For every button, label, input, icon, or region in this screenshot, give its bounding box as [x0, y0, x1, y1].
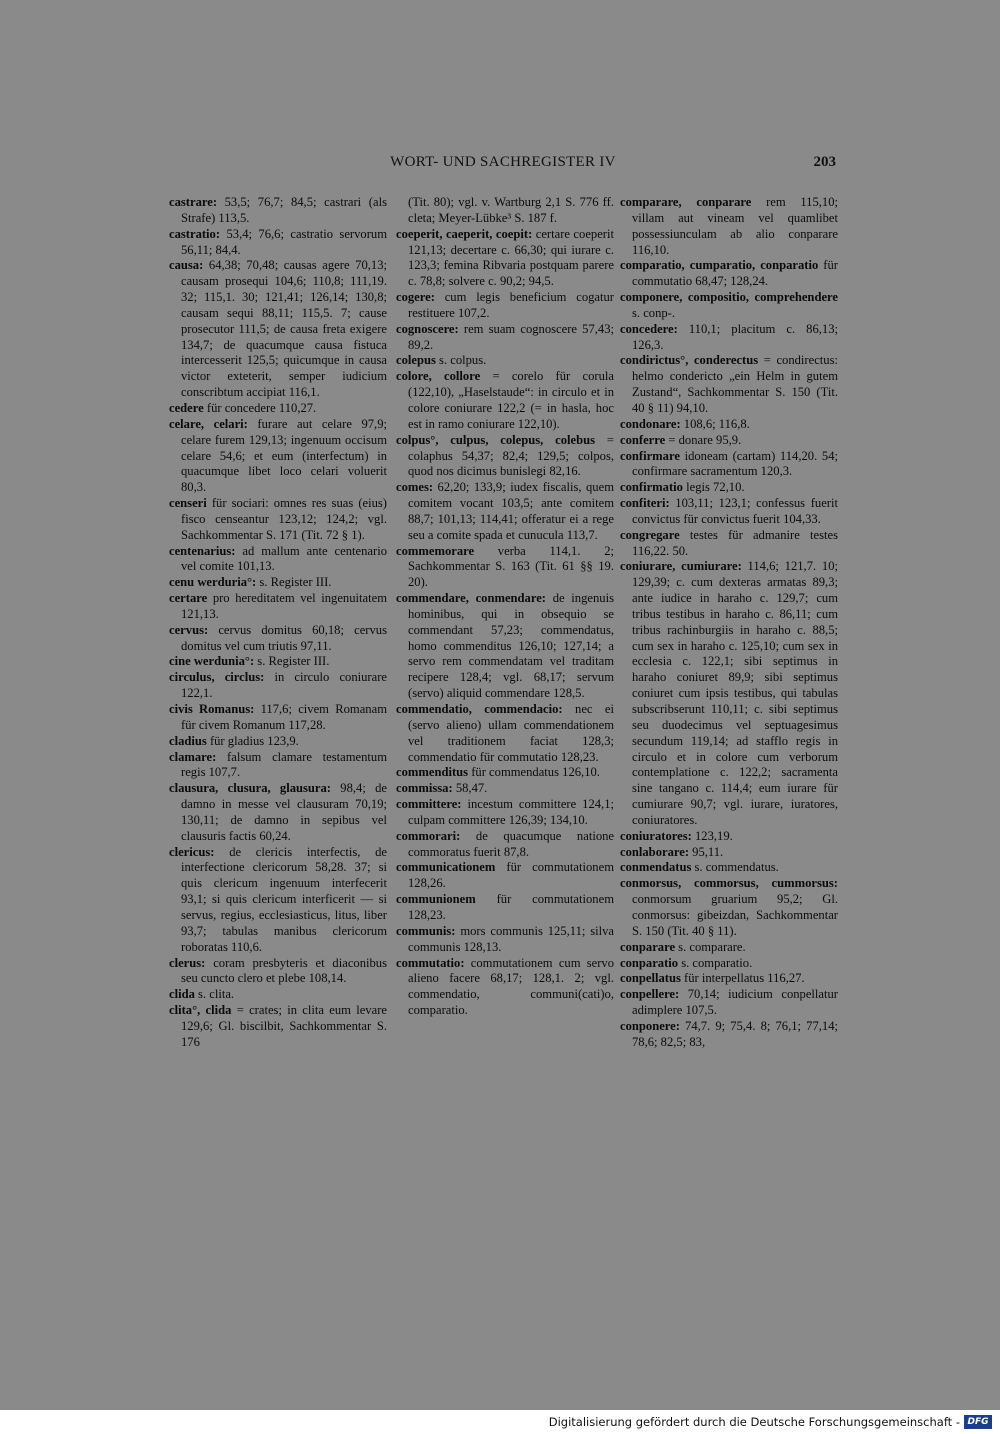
- entry-headword: cenu werduria°:: [169, 575, 257, 590]
- entry-text: verba 114,1. 2; Sachkommentar S. 163 (Tit. 61 §§ 19. 20).: [408, 543, 614, 590]
- entry-text: 110,1; placitum c. 86,13; 126,3.: [632, 321, 838, 352]
- entry-text: für gladius 123,9.: [206, 733, 299, 748]
- entry-text: mors communis 125,11; silva communis 128,13.: [408, 923, 614, 954]
- entry-text: (Tit. 80); vgl. v. Wartburg 2,1 S. 776 ff. cleta; Meyer-Lübke³ S. 187 f.: [408, 195, 614, 225]
- entry-text: 53,5; 76,7; 84,5; castrari (als Strafe) 113,5.: [181, 195, 387, 225]
- entry-headword: concedere:: [620, 321, 678, 336]
- entry-text: 62,20; 133,9; iudex fiscalis, quem comitem vocant 103,5; ante comitem 88,7; 101,13; 114,41; offeratur ei a rege seu a comite spada et cunucula 113,7.: [408, 480, 614, 542]
- entry-headword: conlaborare:: [620, 844, 690, 859]
- entry-headword: cine werdunia°:: [169, 654, 255, 669]
- entry-headword: cogere:: [396, 290, 435, 305]
- entry-text: de ingenuis hominibus, qui in obsequio se commendant 57,23; commendatus, homo commenditus 126,10; 127,14; a servo rem commendatam vel traditam recipere 128,4; vgl. 68,17; servum (servo) aliquid commendare 128,5.: [408, 591, 614, 701]
- index-entry: [620, 829, 838, 845]
- index-column-3: [620, 195, 838, 1051]
- entry-headword: comparatio, cumparatio, conparatio: [620, 258, 819, 273]
- entry-headword: clerus:: [169, 955, 206, 970]
- digitization-footer: [0, 1410, 1000, 1434]
- entry-text: falsum clamare testamentum regis 107,7.: [181, 749, 387, 780]
- index-entry: [169, 956, 387, 988]
- index-entry: [620, 528, 838, 560]
- entry-text: = colaphus 54,37; 82,4; 129,5; colpos, quod nos dicimus bunislegi 82,16.: [408, 432, 614, 479]
- entry-headword: colepus: [396, 353, 436, 368]
- entry-text: = crates; in clita eum levare 129,6; Gl. biscilbit, Sachkommentar S. 176: [181, 1003, 387, 1049]
- index-entry: [396, 480, 614, 543]
- entry-text: commutationem cum servo alieno facere 68,17; 128,1. 2; vgl. commendatio, communi(cati)o, comparatio.: [408, 955, 614, 1018]
- entry-text: rem suam cognoscere 57,43; 89,2.: [408, 321, 614, 352]
- entry-text: 108,6; 116,8.: [680, 416, 750, 431]
- entry-headword: coeperit, caeperit, coepit:: [396, 226, 533, 241]
- entry-headword: comparare, conparare: [620, 195, 752, 209]
- entry-headword: clamare:: [169, 749, 217, 764]
- entry-text: = corelo für corula (122,10), „Haselstaude“: in circulo et in colore coniurare 122,2 (= in hasla, hoc est in ramo coniurare 122,10).: [408, 369, 614, 431]
- entry-text: 123,19.: [691, 828, 733, 843]
- page-number: 203: [813, 154, 836, 170]
- running-head-title: WORT- UND SACHREGISTER IV: [390, 154, 616, 170]
- index-entry: [396, 765, 614, 781]
- entry-headword: clericus:: [169, 844, 215, 859]
- index-entry: [620, 322, 838, 354]
- entry-headword: conparare: [620, 939, 676, 954]
- index-entry: [169, 670, 387, 702]
- entry-text: 98,4; de damno in messe vel clausuram 70,19; 130,11; de damno in sepibus vel clausuris factis 60,24.: [181, 781, 387, 843]
- entry-text: legis 72,10.: [682, 480, 745, 495]
- entry-text: 117,6; civem Romanam für civem Romanum 117,28.: [181, 702, 387, 732]
- index-entry: [169, 417, 387, 496]
- entry-headword: commutatio:: [396, 955, 465, 970]
- entry-headword: committere:: [396, 797, 462, 812]
- index-entry: [620, 860, 838, 876]
- index-entry: [620, 940, 838, 956]
- index-entry: [620, 417, 838, 433]
- entry-headword: conferre: [620, 432, 666, 447]
- entry-headword: commorari:: [396, 828, 461, 843]
- index-entry: [169, 750, 387, 782]
- entry-headword: confirmare: [620, 448, 680, 463]
- entry-text: nec ei (servo alieno) ullam commendationem vel traditionem faciat 128,3; commendatio für commutatio 128,23.: [408, 702, 614, 764]
- index-entry: [620, 258, 838, 290]
- entry-text: 58,47.: [452, 781, 488, 796]
- entry-headword: cervus:: [169, 622, 209, 637]
- entry-headword: commissa:: [396, 781, 453, 796]
- entry-text: de quacumque natione commoratus fuerit 87,8.: [408, 828, 614, 859]
- entry-headword: clita°, clida: [169, 1003, 232, 1018]
- entry-headword: condonare:: [620, 416, 681, 431]
- entry-text: conmorsum gruarium 95,2; Gl. conmorsus: gibeizdan, Sachkommentar S. 150 (Tit. 40 § 11).: [632, 892, 838, 938]
- entry-text: 53,4; 76,6; castratio servorum 56,11; 84,4.: [181, 226, 387, 257]
- index-entry: [396, 892, 614, 924]
- entry-headword: circulus, circlus:: [169, 670, 265, 685]
- index-entry: [396, 290, 614, 322]
- index-entry: [620, 290, 838, 322]
- entry-headword: conpellatus: [620, 971, 681, 986]
- entry-text: idoneam (cartam) 114,20. 54; confirmare sacramentum 120,3.: [632, 448, 838, 479]
- entry-headword: confiteri:: [620, 496, 670, 511]
- entry-headword: clausura, clusura, glausura:: [169, 781, 331, 796]
- entry-headword: cedere: [169, 400, 204, 415]
- footer-credit: Digitalisierung gefördert durch die Deutsche Forschungsgemeinschaft -: [548, 1415, 960, 1429]
- index-entry: [396, 860, 614, 892]
- entry-text: pro hereditatem vel ingenuitatem 121,13.: [181, 591, 387, 621]
- entry-text: coram presbyteris et diaconibus seu cuncto clero et plebe 108,14.: [181, 955, 387, 986]
- entry-headword: centenarius:: [169, 543, 236, 558]
- index-entry: [169, 227, 387, 259]
- entry-headword: communis:: [396, 923, 456, 938]
- entry-text: certare coeperit 121,13; decertare c. 66,30; qui iurare c. 123,3; femina Ribvaria postquam parere c. 78,8; solvere c. 90,2; 94,5.: [408, 226, 614, 289]
- entry-headword: congregare: [620, 527, 680, 542]
- entry-text: cervus domitus 60,18; cervus domitus vel cum triutis 97,11.: [181, 622, 387, 653]
- entry-headword: commendare, conmendare:: [396, 591, 546, 606]
- index-entry: [396, 353, 614, 369]
- entry-headword: commemorare: [396, 543, 475, 558]
- entry-headword: componere, compositio, comprehendere: [620, 290, 838, 305]
- index-column-1: [169, 195, 387, 1051]
- entry-headword: celare, celari:: [169, 416, 248, 431]
- entry-headword: condirictus°, conderectus: [620, 353, 759, 368]
- index-entry: [620, 480, 838, 496]
- index-entry: [396, 591, 614, 702]
- index-entry: [169, 623, 387, 655]
- entry-text: für commutationem 128,23.: [408, 892, 614, 922]
- entry-headword: conmendatus: [620, 860, 692, 875]
- index-entry: [620, 195, 838, 258]
- entry-text: s. comparare.: [675, 939, 746, 954]
- entry-text: = donare 95,9.: [665, 432, 742, 447]
- entry-text: für sociari: omnes res suas (eius) fisco censeantur 123,12; 124,2; vgl. Sachkommentar S. 171 (Tit. 72 § 1).: [181, 496, 387, 542]
- index-entry: [169, 845, 387, 956]
- index-entry: [169, 987, 387, 1003]
- entry-text: testes für admanire testes 116,22. 50.: [632, 527, 838, 558]
- index-entry: [396, 544, 614, 592]
- index-entry: [620, 956, 838, 972]
- entry-headword: causa:: [169, 258, 204, 273]
- entry-headword: censeri: [169, 496, 207, 511]
- entry-text: für commutatio 68,47; 128,24.: [632, 258, 838, 289]
- entry-text: cum legis beneficium cogatur restituere 107,2.: [408, 290, 614, 320]
- entry-text: s. colpus.: [435, 353, 487, 368]
- entry-headword: colore, collore: [396, 369, 481, 384]
- index-entry: [396, 702, 614, 765]
- entry-text: für interpellatus 116,27.: [680, 971, 805, 986]
- index-entry: [620, 559, 838, 828]
- entry-text: s. Register III.: [254, 654, 330, 669]
- index-entry: [169, 575, 387, 591]
- index-entry: [620, 496, 838, 528]
- entry-headword: cognoscere:: [396, 321, 459, 336]
- index-entry: [169, 496, 387, 544]
- running-head: [170, 154, 836, 174]
- entry-headword: commendatio, commendacio:: [396, 702, 563, 716]
- index-entry: [169, 734, 387, 750]
- index-entry: [169, 702, 387, 734]
- entry-text: ad mallum ante centenario vel comite 101,13.: [181, 543, 387, 574]
- index-entry: [620, 1019, 838, 1051]
- index-entry: [396, 924, 614, 956]
- entry-headword: communicationem: [396, 860, 496, 875]
- index-entry: [620, 971, 838, 987]
- index-entry: [620, 353, 838, 416]
- index-entry: [169, 401, 387, 417]
- entry-text: de clericis interfectis, de interfectione clericorum 58,28. 37; si quis clericum ingenuum interfecerit 93,1; si quis clericum interficerit — si servus, regius, ecclesiasticus, litus, liber 93,7; tabulas manibus clericorum roboratas 110,6.: [181, 844, 387, 954]
- entry-text: für commutationem 128,26.: [408, 860, 614, 891]
- entry-text: s. commendatus.: [691, 860, 779, 875]
- entry-headword: communionem: [396, 892, 476, 907]
- entry-headword: colpus°, culpus, colepus, colebus: [396, 432, 596, 447]
- index-entry: [396, 781, 614, 797]
- entry-text: = condirectus: helmo condericto „ein Helm in gutem Zustand“, Sachkommentar S. 150 (Tit. 40 § 11) 94,10.: [632, 353, 838, 415]
- index-entry: [169, 544, 387, 576]
- entry-headword: coniuratores:: [620, 828, 692, 843]
- entry-headword: comes:: [396, 480, 434, 495]
- index-entry: [169, 781, 387, 844]
- index-entry: [396, 322, 614, 354]
- index-entry: [620, 449, 838, 481]
- entry-text: für concedere 110,27.: [203, 400, 317, 415]
- entry-headword: castrare:: [169, 195, 218, 209]
- index-entry: [620, 845, 838, 861]
- entry-headword: confirmatio: [620, 480, 683, 495]
- entry-headword: conparatio: [620, 955, 679, 970]
- entry-headword: conmorsus, commorsus, cummorsus:: [620, 876, 838, 891]
- index-entry: [396, 797, 614, 829]
- entry-headword: conponere:: [620, 1018, 680, 1033]
- entry-headword: conpellere:: [620, 987, 680, 1002]
- entry-headword: clida: [169, 987, 195, 1002]
- index-entry: [169, 591, 387, 623]
- index-entry: [396, 829, 614, 861]
- entry-text: s. Register III.: [256, 575, 332, 590]
- entry-text: s. clita.: [194, 987, 235, 1002]
- entry-text: 95,11.: [689, 844, 724, 859]
- entry-text: incestum committere 124,1; culpam committere 126,39; 134,10.: [408, 797, 614, 827]
- entry-text: 64,38; 70,48; causas agere 70,13; causam prosequi 104,6; 110,8; 111,19. 32; 115,1. 30; 121,41; 126,14; 130,8; causam sequi 88,11; 115,5. 7; cause prosecutor 111,5; de causa freta exigere 134,7; de quacumque causa fistuca intercesserit 125,5; quicumque in causa victor exteterit, semper iudicium conscribtum accipiat 116,1.: [181, 258, 387, 400]
- index-entry: [169, 195, 387, 227]
- entry-text: für commendatus 126,10.: [468, 765, 600, 780]
- index-entry: [620, 876, 838, 939]
- index-entry: [396, 433, 614, 481]
- entry-headword: cladius: [169, 733, 207, 748]
- entry-text: in circulo coniurare 122,1.: [181, 670, 387, 701]
- entry-text: furare aut celare 97,9; celare furem 129,13; ingenuum occisum celare 54,6; et eum (interfectum) in quacumque libet loco celari voluerit 80,3.: [181, 416, 387, 495]
- entry-text: 114,6; 121,7. 10; 129,39; c. cum dexteras armatas 89,3; ante iudice in haraho c. 129,7; cum tribus testibus in haraho c. 86,11; cum tribus rachinburgiis in haraho c. 88,5; cum sex in haraho c. 125,10; cum sex in ecclesia c. 122,1; sibi septimus in haraho coniuret 89,9; sibi septimus coniuret cum ipsis testibus, qui tabulas subscribserunt 110,11; c. sibi septimus seu duodecimus vel septuagesimus secundum 119,14; ad stafflo regis in circulo et in colore cum verborum contemplatione c. 122,2; sacramenta sine tangano c. 114,4; eum iurare für cumiurare 90,7; vgl. iurare, iuratores, coniuratores.: [632, 559, 838, 827]
- entry-headword: civis Romanus:: [169, 702, 255, 716]
- entry-text: 74,7. 9; 75,4. 8; 76,1; 77,14; 78,6; 82,5; 83,: [632, 1018, 838, 1049]
- index-entry: [396, 369, 614, 432]
- index-entry: [396, 227, 614, 290]
- entry-text: rem 115,10; villam aut vineam vel quamlibet possessiunculam ab alio conparare 116,10.: [632, 195, 839, 257]
- index-entry: [620, 433, 838, 449]
- entry-headword: commenditus: [396, 765, 469, 780]
- entry-headword: castratio:: [169, 226, 221, 241]
- entry-text: 70,14; iudicium conpellatur adimplere 107,5.: [632, 987, 838, 1018]
- entry-text: 103,11; 123,1; confessus fuerit convictus für convictus fuerit 104,33.: [632, 496, 838, 526]
- dfg-logo: DFG: [964, 1415, 992, 1429]
- entry-text: s. conp-.: [632, 305, 676, 320]
- entry-headword: coniurare, cumiurare:: [620, 559, 742, 574]
- index-entry: [396, 956, 614, 1019]
- index-entry: [169, 258, 387, 401]
- index-entry: [169, 654, 387, 670]
- index-entry: [620, 987, 838, 1019]
- entry-headword: certare: [169, 591, 208, 606]
- index-column-2: [396, 195, 614, 1019]
- entry-text: s. comparatio.: [678, 955, 753, 970]
- index-entry: [396, 195, 614, 227]
- index-entry: [169, 1003, 387, 1051]
